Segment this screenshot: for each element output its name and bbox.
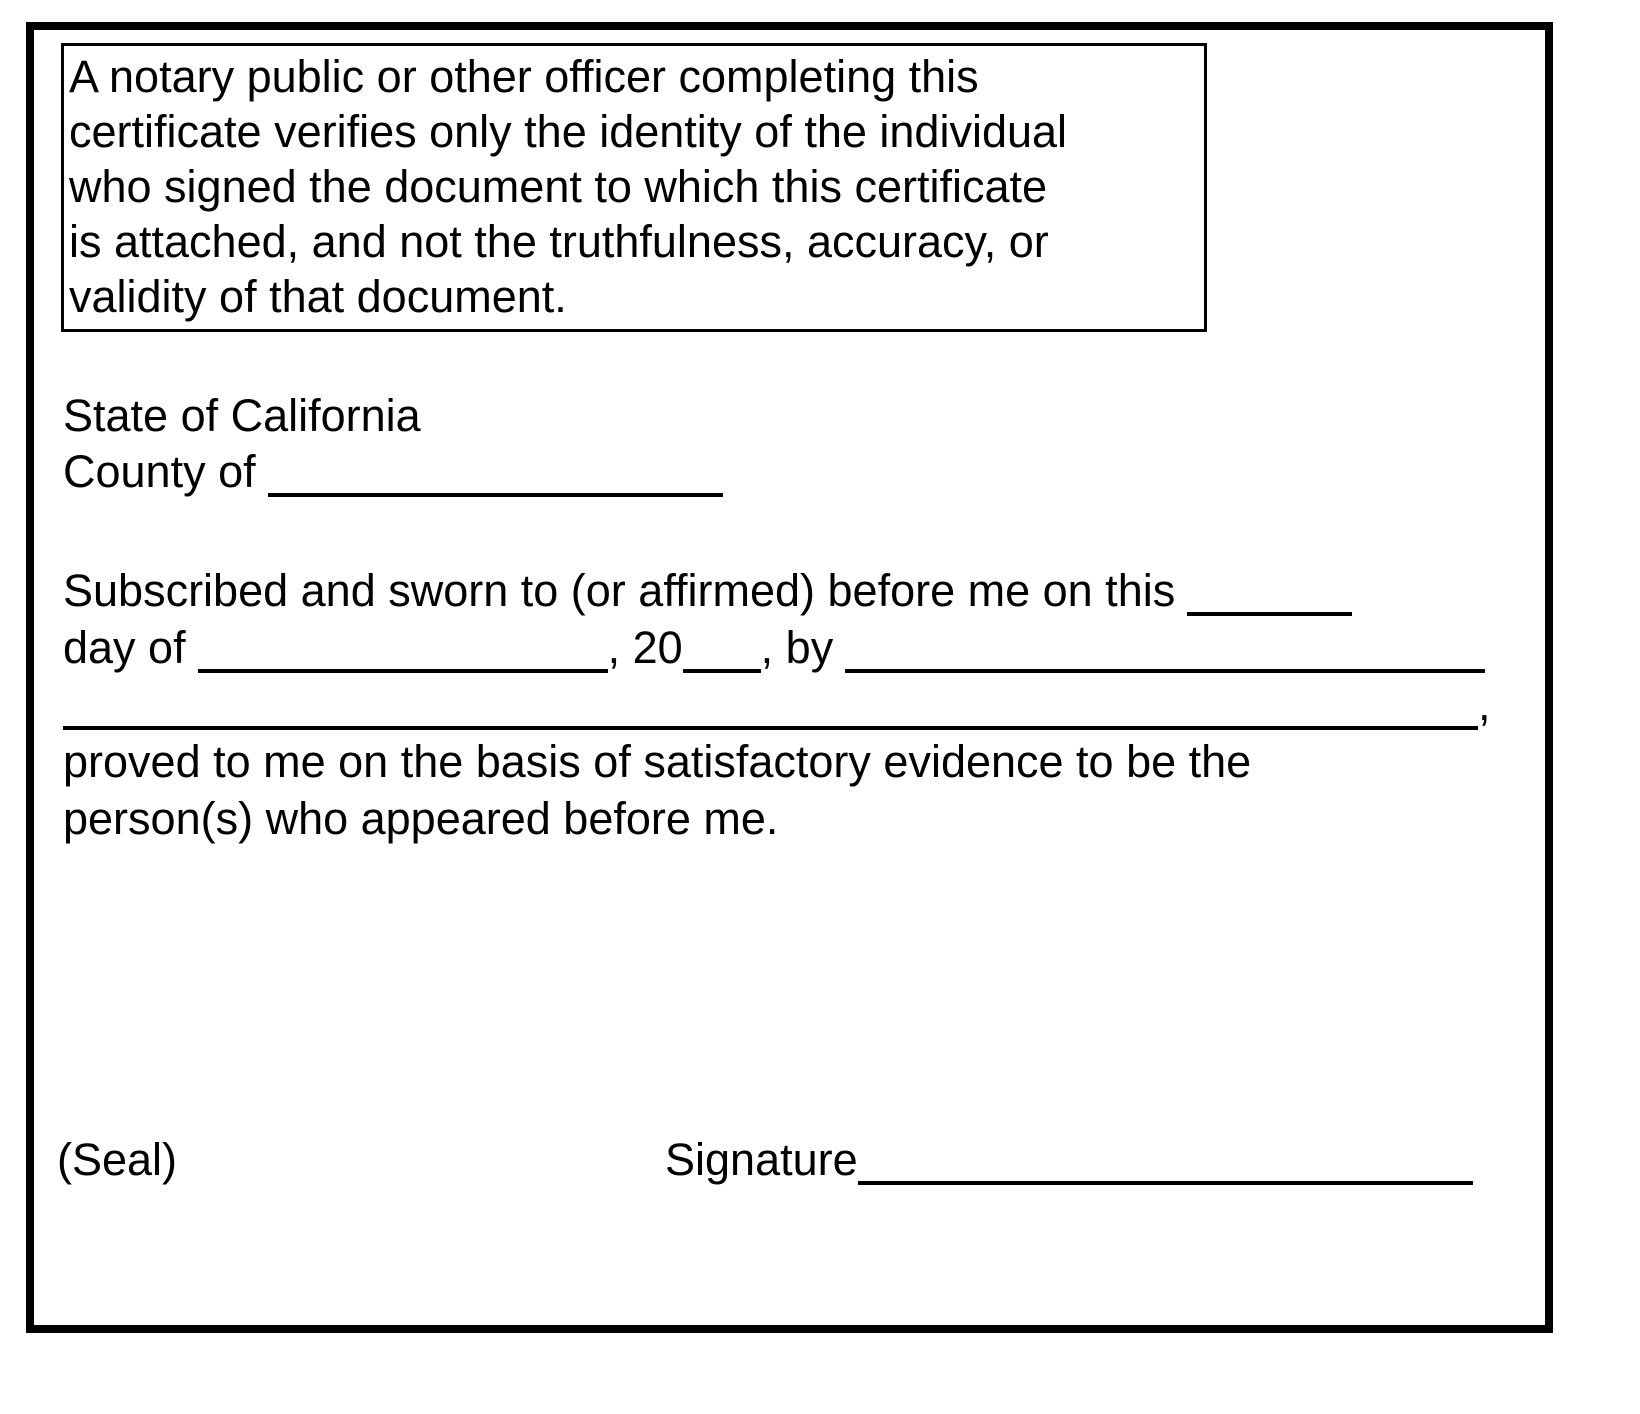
day-field[interactable] (1187, 612, 1352, 616)
certificate-border (26, 22, 1553, 1333)
disclaimer-line: who signed the document to which this certificate (69, 161, 1048, 212)
jurat-statement (63, 562, 1491, 847)
signer-name-field-2[interactable] (63, 726, 1478, 730)
state-label: State of California (63, 390, 421, 441)
seal-signature-row (34, 1131, 1545, 1191)
venue-block (63, 388, 723, 500)
year-field[interactable] (683, 669, 761, 673)
name-line-comma: , (1478, 679, 1491, 730)
signature-label: Signature (665, 1134, 858, 1185)
disclaimer-line: is attached, and not the truthfulness, accuracy, or (69, 216, 1049, 267)
by-label: , by (760, 622, 834, 673)
appeared-line-label: person(s) who appeared before me. (63, 793, 779, 844)
signature-field[interactable] (858, 1181, 1473, 1185)
sworn-prefix-label: Subscribed and sworn to (or affirmed) before me on this (63, 565, 1176, 616)
year-prefix-label: , 20 (607, 622, 683, 673)
disclaimer-line: A notary public or other officer completing this (69, 51, 979, 102)
seal-label: (Seal) (57, 1134, 178, 1185)
disclaimer-line: validity of that document. (69, 271, 567, 322)
day-of-label: day of (63, 622, 186, 673)
county-label: County of (63, 446, 256, 497)
county-field[interactable] (268, 493, 723, 497)
proved-line-label: proved to me on the basis of satisfactory evidence to be the (63, 736, 1252, 787)
signer-name-field-1[interactable] (845, 669, 1485, 673)
month-field[interactable] (198, 669, 608, 673)
notary-disclaimer-box (61, 43, 1207, 332)
disclaimer-line: certificate verifies only the identity of the individual (69, 106, 1068, 157)
